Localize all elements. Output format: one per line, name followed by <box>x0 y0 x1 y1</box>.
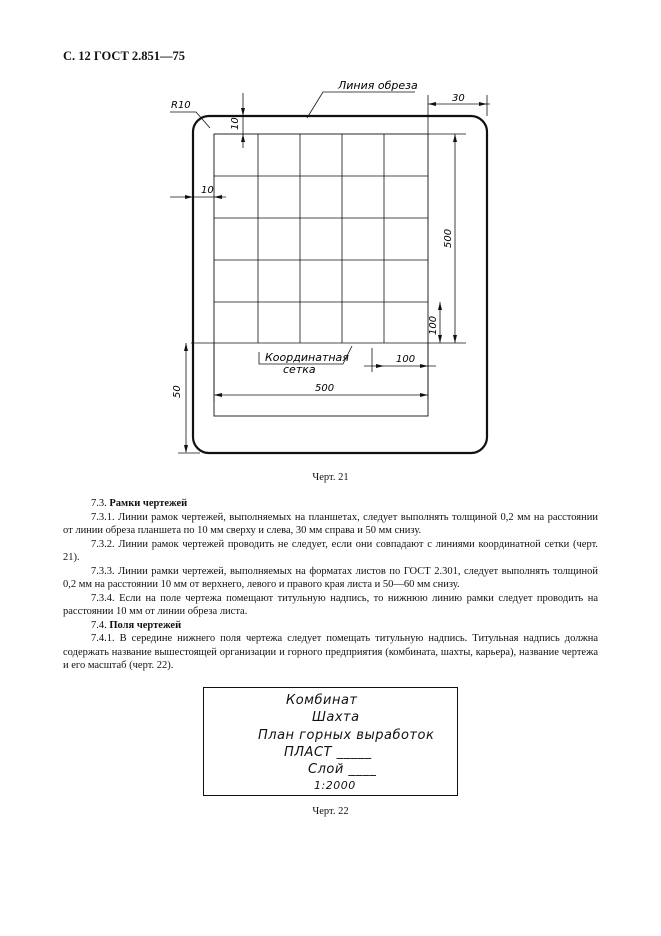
section-7-3 <box>63 497 598 673</box>
coordinate-grid <box>191 134 440 343</box>
dim-500-v-label: 500 <box>443 228 454 248</box>
dim-10-left-label: 10 <box>201 185 214 196</box>
title-stamp <box>203 687 458 796</box>
cut-line-label: Линия обреза <box>338 79 418 92</box>
stamp-line-1: Комбинат <box>286 693 358 708</box>
paragraph-7-3-3: 7.3.3. Линии рамки чертежей, выполняемых на форматах листов по ГОСТ 2.301, следует выполнять толщиной 0,2 мм на расстоянии 10 мм от верхнего, левого и правого края листа и 50—60 мм снизу. <box>63 565 598 590</box>
r10-label: R10 <box>171 100 191 111</box>
section-heading-7-4: 7.4. Поля чертежей <box>91 619 182 631</box>
dim-30-label: 30 <box>452 93 465 104</box>
cut-line-leader <box>307 92 415 118</box>
grid-label-2: сетка <box>283 363 316 376</box>
dim-10-top-label: 10 <box>230 117 241 130</box>
stamp-line-3: План горных выработок <box>258 728 435 743</box>
dim-100-h-label: 100 <box>396 354 416 365</box>
stamp-line-5: Слой ____ <box>308 762 377 777</box>
paragraph-7-3-4: 7.3.4. Если на поле чертежа помещают титульную надпись, то нижнюю линию рамки следует проводить на расстоянии 10 мм от линии обреза листа. <box>63 592 598 617</box>
stamp-line-6: 1:2000 <box>314 779 356 792</box>
sheet-outline <box>193 116 487 453</box>
dim-100-v-label: 100 <box>428 315 439 335</box>
dim-50-label: 50 <box>172 385 183 398</box>
paragraph-7-3-1: 7.3.1. Линии рамок чертежей, выполняемых на планшетах, следует выполнять толщиной 0,2 мм на расстоянии от линии обреза планшета по 10 мм сверху и слева, 30 мм справа и 50 мм снизу. <box>63 511 598 536</box>
paragraph-7-4-1: 7.4.1. В середине нижнего поля чертежа следует помещать титульную надпись. Титульная надпись должна содержать название вышестоящей организации и горного предприятия (комбината, шахты, карьера), название чертежа и его масштаб (черт. 22). <box>63 633 598 671</box>
figure-21-caption: Черт. 21 <box>312 472 349 483</box>
figure-22-caption: Черт. 22 <box>312 806 349 817</box>
grid-label-1: Координатная <box>265 351 349 364</box>
stamp-line-2: Шахта <box>312 710 360 725</box>
paragraph-7-3-2: 7.3.2. Линии рамок чертежей проводить не следует, если они совпадают с линиями координатной сетки (черт. 21). <box>63 538 598 563</box>
stamp-line-4: ПЛАСТ _____ <box>284 745 372 760</box>
r10-leader <box>170 112 210 128</box>
section-heading-7-3: 7.3. Рамки чертежей <box>91 498 188 509</box>
page-header: С. 12 ГОСТ 2.851—75 <box>63 49 186 63</box>
dim-500-h-label: 500 <box>315 383 335 394</box>
